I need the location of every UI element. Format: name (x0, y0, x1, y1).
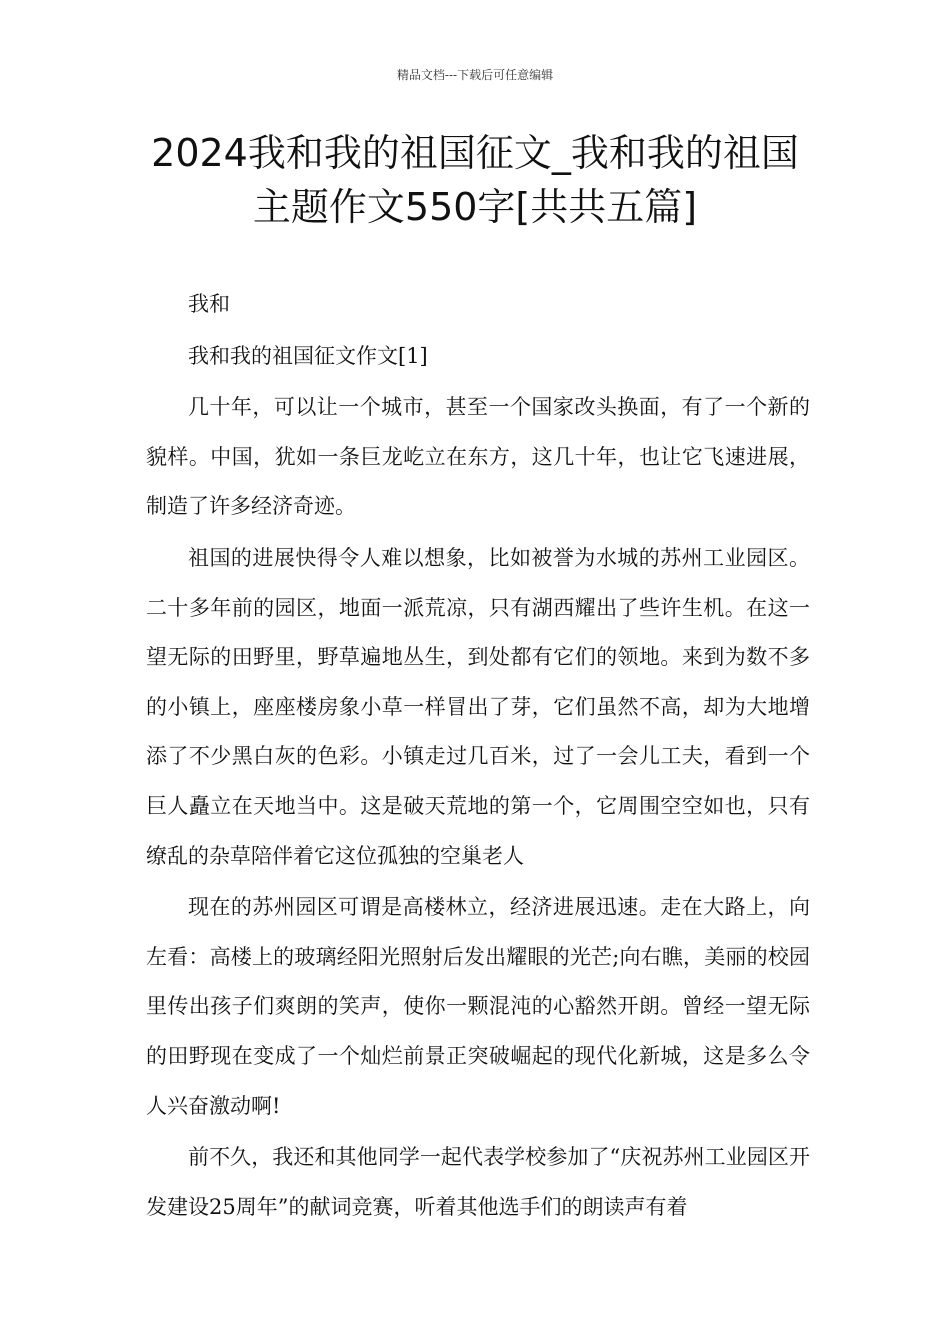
paragraph: 祖国的进展快得令人难以想象，比如被誉为水城的苏州工业园区。二十多年前的园区，地面一派荒凉，只有湖西耀出了些许生机。在这一望无际的田野里，野草遍地丛生，到处都有它们的领地。来到为数不多的小镇上，座座楼房象小草一样冒出了芽，它们虽然不高，却为大地增添了不少黑白灰的色彩。小镇走过几百米，过了一会儿工夫，看到一个巨人矗立在天地当中。这是破天荒地的第一个，它周围空空如也，只有缭乱的杂草陪伴着它这位孤独的空巢老人 (146, 545, 810, 868)
paragraph: 我和 (188, 292, 230, 316)
page-header: 精品文档---下载后可任意编辑 (396, 68, 554, 82)
document-title (110, 126, 840, 234)
document-body (146, 280, 810, 1232)
paragraph: 几十年，可以让一个城市，甚至一个国家改头换面，有了一个新的貌样。中国，犹如一条巨龙屹立在东方，这几十年，也让它飞速进展，制造了许多经济奇迹。 (146, 395, 810, 519)
paragraph: 我和我的祖国征文作文[1] (188, 343, 428, 368)
paragraph: 现在的苏州园区可谓是高楼林立，经济进展迅速。走在大路上，向左看：高楼上的玻璃经阳光照射后发出耀眼的光芒;向右瞧，美丽的校园里传出孩子们爽朗的笑声，使你一颗混沌的心豁然开朗。曾经一望无际的田野现在变成了一个灿烂前景正突破崛起的现代化新城，这是多么令人兴奋激动啊! (146, 895, 810, 1118)
title-line-1: 2024我和我的祖国征文_我和我的祖国 (151, 131, 799, 175)
title-line-2: 主题作文550字[共共五篇] (252, 185, 698, 229)
paragraph: 前不久，我还和其他同学一起代表学校参加了“庆祝苏州工业园区开发建设25周年”的献词竞赛，听着其他选手们的朗读声有着 (146, 1145, 810, 1219)
